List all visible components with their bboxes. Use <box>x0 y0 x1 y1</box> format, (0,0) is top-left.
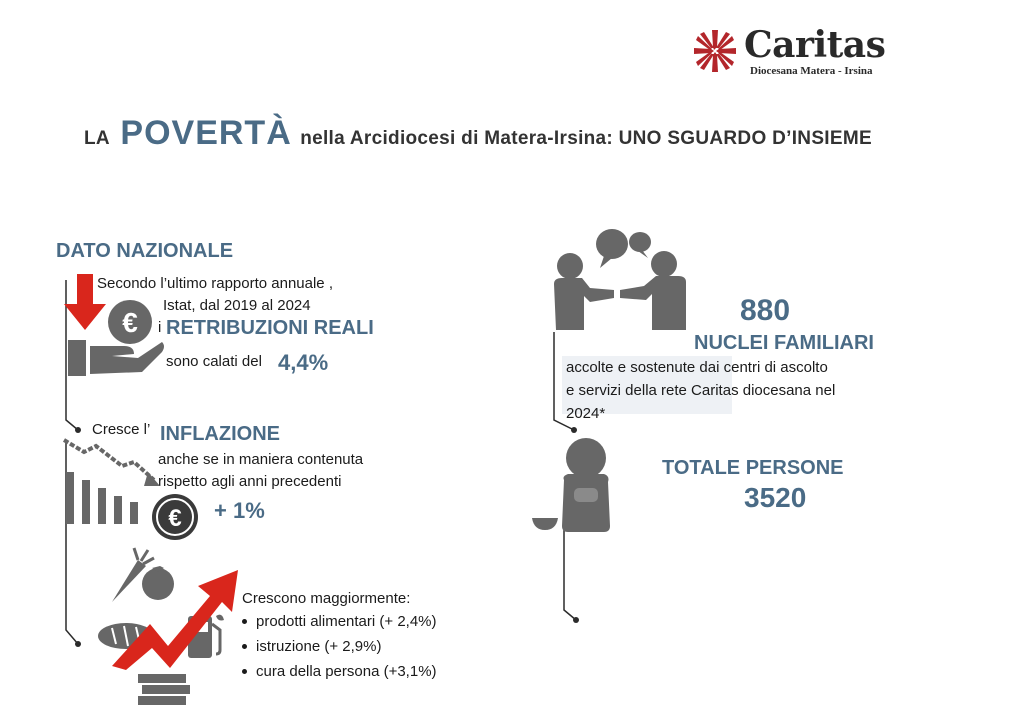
svg-text:€: € <box>122 307 138 338</box>
list-item: istruzione (+ 2,9%) <box>240 634 500 659</box>
national-heading: DATO NAZIONALE <box>56 240 234 262</box>
euro-coin-icon <box>150 492 200 542</box>
list-item: cura della persona (+3,1%) <box>240 659 500 684</box>
svg-text:€: € <box>168 505 182 532</box>
inflation-line1: anche se in maniera contenuta <box>158 451 364 468</box>
wages-intro-line1: Secondo l’ultimo rapporto annuale , <box>97 275 333 292</box>
inflation-lead: Cresce l’ <box>92 421 151 438</box>
conversation-icon <box>552 226 692 336</box>
title-emphasis: POVERTÀ <box>120 114 292 152</box>
books-icon <box>136 672 192 708</box>
families-desc-line1: accolte e sostenute dai centri di ascolto <box>566 359 828 376</box>
wages-intro-line2: Istat, dal 2019 al 2024 <box>163 297 311 314</box>
families-desc-line2: e servizi della rete Caritas diocesana nel <box>566 382 836 399</box>
families-desc-line3: 2024* <box>566 405 606 422</box>
growth-list <box>240 609 500 684</box>
wages-intro-cut: i <box>158 319 162 336</box>
inflation-line2: rispetto agli anni precedenti <box>158 473 342 490</box>
growth-heading: Crescono maggiormente: <box>242 590 411 607</box>
inflation-label: INFLAZIONE <box>160 423 280 445</box>
people-label: TOTALE PERSONE <box>662 457 844 479</box>
wages-label: RETRIBUZIONI REALI <box>166 317 374 339</box>
sad-person-icon <box>528 436 628 536</box>
title-suffix: nella Arcidiocesi di Matera-Irsina: UNO SGUARDO D’INSIEME <box>300 128 872 149</box>
euro-hand-icon <box>64 300 164 380</box>
inflation-value: + 1% <box>214 498 265 523</box>
title-prefix: LA <box>84 128 110 149</box>
families-label: NUCLEI FAMILIARI <box>694 332 874 354</box>
caritas-logo-subtitle: Diocesana Matera - Irsina <box>750 65 873 77</box>
page-title <box>84 114 1014 153</box>
list-item: prodotti alimentari (+ 2,4%) <box>240 609 500 634</box>
rising-arrow-icon <box>106 562 246 672</box>
wages-drop-text: sono calati del <box>166 353 262 370</box>
caritas-logo-name: Caritas <box>744 24 886 66</box>
caritas-logo <box>690 24 886 80</box>
families-value: 880 <box>740 294 791 327</box>
people-value: 3520 <box>744 482 807 513</box>
caritas-cross-icon <box>690 26 740 76</box>
wages-drop-value: 4,4% <box>278 350 329 375</box>
